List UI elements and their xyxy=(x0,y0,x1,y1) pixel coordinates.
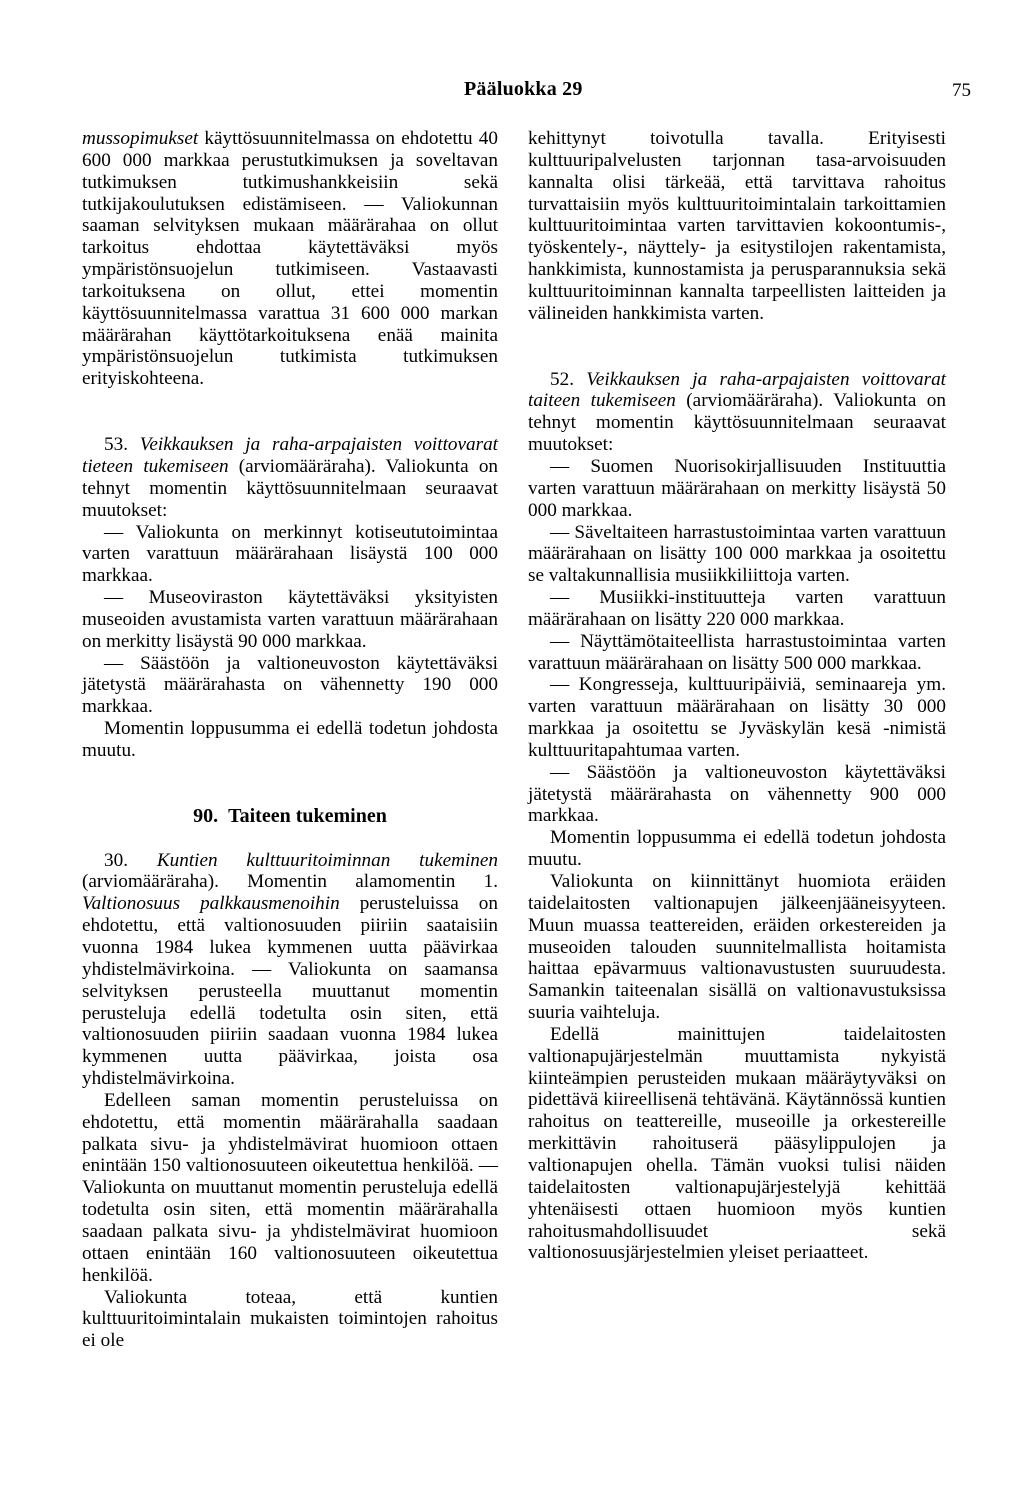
item-number: 52. xyxy=(550,368,587,390)
left-column xyxy=(82,128,498,1352)
item-52-bullet-6: — Säästöön ja valtioneuvoston käytettäväksi jätetystä määrärahasta on vähennetty 900 000 markkaa. xyxy=(528,761,946,827)
section-number: 90. xyxy=(193,804,219,827)
item-text: perusteluissa on ehdotettu, että valtionosuuden piiriin saataisiin vuonna 1984 lukea kymmenen uutta päävirkaa yhdistelmävirkoina. — Valiokunta on saamansa selvityksen perusteella muuttanut momentin perusteluja edellä todetulta osin siten, että valtionosuuden piiriin saadaan vuonna 1984 lukea kymmenen uutta päävirkaa, joista osa yhdistelmävirkoina. xyxy=(82,893,498,1090)
section-title: Taiteen tukeminen xyxy=(228,804,387,827)
item-title: Veikkauksen ja raha-arpajaisten voittovarat tieteen tukemiseen xyxy=(82,434,498,477)
paragraph-text: käyttösuunnitelmassa on ehdotettu 40 600 000 markkaa perustutkimuksen ja soveltavan tutkimuksen tutkimushankkeisiin sekä tutkijakoulutuksen edistämiseen. — Valiokunnan saaman selvityksen mukaan määrärahaa on ollut tarkoitus ehdottaa käytettäväksi myös ympäristönsuojelun tutkimiseen. Vastaavasti tarkoituksena on ollut, ettei momentin käyttösuunnitelmassa varattua 31 600 000 markan määrärahan käyttötarkoituksena enää mainita ympäristönsuojelun tutkimista tutkimuksen erityiskohteena. xyxy=(82,128,498,390)
italic-fragment: mussopimukset xyxy=(82,128,199,149)
item-title: Kuntien kulttuuritoiminnan tukeminen xyxy=(156,849,499,871)
item-text: (arviomääräraha). Valiokunta on tehnyt momentin käyttösuunnitelmaan seuraavat muutokset: xyxy=(82,455,499,521)
item-52-bullet-4: — Näyttämötaiteellista harrastustoimintaa varten varattuun määrärahaan on lisätty 500 000 markkaa. xyxy=(528,630,946,674)
item-text: (arviomääräraha). Momentin alamomentin 1. xyxy=(82,871,498,893)
item-52-bullet-1: — Suomen Nuorisokirjallisuuden Instituuttia varten varattuun määrärahaan on merkitty lisäystä 50 000 markkaa. xyxy=(528,455,946,521)
item-53 xyxy=(82,434,498,521)
paragraph-continuation: kehittynyt toivotulla tavalla. Erityisesti kulttuuripalvelusten tarjonnan tasa-arvoisuuden kannalta olisi tärkeää, että tarvittava rahoitus turvattaisiin myös kulttuuritoimintalain tarkoittamien kulttuuritoimintaa varten tarvittavien kokoontumis-, työskentely-, näyttely- ja esitystilojen rakentamista, hankkimista, kunnostamista ja perusparannuksia sekä kulttuuritoiminnan kannalta tarpeellisten laitteiden ja välineiden hankkimista varten. xyxy=(528,128,946,324)
item-53-bullet-3: — Säästöön ja valtioneuvoston käytettäväksi jätetystä määrärahasta on vähennetty 190 000 markkaa. xyxy=(82,652,498,718)
item-number: 53. xyxy=(104,434,140,456)
paragraph-continuation xyxy=(82,128,498,390)
paragraph-kiinnittanyt: Valiokunta on kiinnittänyt huomiota eräiden taidelaitosten valtionapujen jälkeenjääneisyyteen. Muun muassa teattereiden, eräiden orkestereiden ja museoiden talouden suunnitelmallista hoitamista haittaa epävarmuus valtionavustusten suuruudesta. Samankin taiteenalan sisällä on valtionavustuksissa suuria vaihteluja. xyxy=(528,871,946,1024)
item-52-bullet-3: — Musiikki-instituutteja varten varattuun määrärahaan on lisätty 220 000 markkaa. xyxy=(528,587,946,630)
item-53-bullet-2: — Museoviraston käytettäväksi yksityisten museoiden avustamista varten varattuun määrärahaan on merkitty lisäystä 90 000 markkaa. xyxy=(82,587,498,652)
paragraph-edella: Edellä mainittujen taidelaitosten valtionapujärjestelmän muuttamista nykyistä kiinteämpien perusteiden mukaan määräytyväksi on pidettävä kiireellisenä tehtävänä. Käytännössä kuntien rahoitus on teattereille, museoille ja orkestereille merkittävin rahoituserä pääsylippulojen ja valtionapujen ohella. Tämän vuoksi tulisi näiden taidelaitosten valtionapujärjestelyjä kehittää yhtenäisesti ottaen huomioon myös kuntien rahoitusmahdollisuudet sekä valtionosuusjärjestelmien yleiset periaatteet. xyxy=(528,1023,946,1264)
item-53-conclusion: Momentin loppusumma ei edellä todetun johdosta muutu. xyxy=(82,718,498,761)
item-53-bullet-1: — Valiokunta on merkinnyt kotiseututoimintaa varten varattuun määrärahaan lisäystä 100 000 markkaa. xyxy=(82,521,498,587)
paragraph-toteaa: Valiokunta toteaa, että kuntien kulttuuritoimintalain mukaisten toimintojen rahoitus ei ole xyxy=(82,1286,498,1352)
item-52 xyxy=(528,369,946,456)
section-heading xyxy=(82,806,498,828)
item-52-conclusion: Momentin loppusumma ei edellä todetun johdosta muutu. xyxy=(528,827,946,871)
right-column xyxy=(528,128,946,1264)
item-number: 30. xyxy=(104,849,157,871)
item-text: (arviomääräraha). Valiokunta on tehnyt momentin käyttösuunnitelmaan seuraavat muutokset: xyxy=(528,390,946,456)
page-number: 75 xyxy=(952,80,971,101)
subitem-title: Valtionosuus palkkausmenoihin xyxy=(82,893,340,915)
item-52-bullet-5: — Kongresseja, kulttuuripäiviä, seminaareja ym. varten varattuun määrärahaan on lisätty 30 000 markkaa ja osoitettu se Jyväskylän kesä -nimistä kulttuuritapahtumaa varten. xyxy=(528,674,946,761)
item-30 xyxy=(82,850,498,1090)
paragraph-edelleen: Edelleen saman momentin perusteluissa on ehdotettu, että momentin määrärahalla saadaan palkata sivu- ja yhdistelmävirat huomioon ottaen enintään 150 valtionosuuteen oikeutettua henkilöä. — Valiokunta on muuttanut momentin perusteluja edellä todetulta osin siten, että momentin määrärahalla saadaan palkata sivu- ja yhdistelmävirat huomioon ottaen enintään 160 valtionosuuteen oikeutettua henkilöä. xyxy=(82,1089,498,1286)
item-52-bullet-2: — Säveltaiteen harrastustoimintaa varten varattuun määrärahaan on lisätty 100 000 markkaa ja osoitettu se valtakunnallisia musiikkiliittoja varten. xyxy=(528,521,946,587)
item-title: Veikkauksen ja raha-arpajaisten voittovarat taiteen tukemiseen xyxy=(528,368,946,412)
running-header: Pääluokka 29 xyxy=(464,78,583,100)
